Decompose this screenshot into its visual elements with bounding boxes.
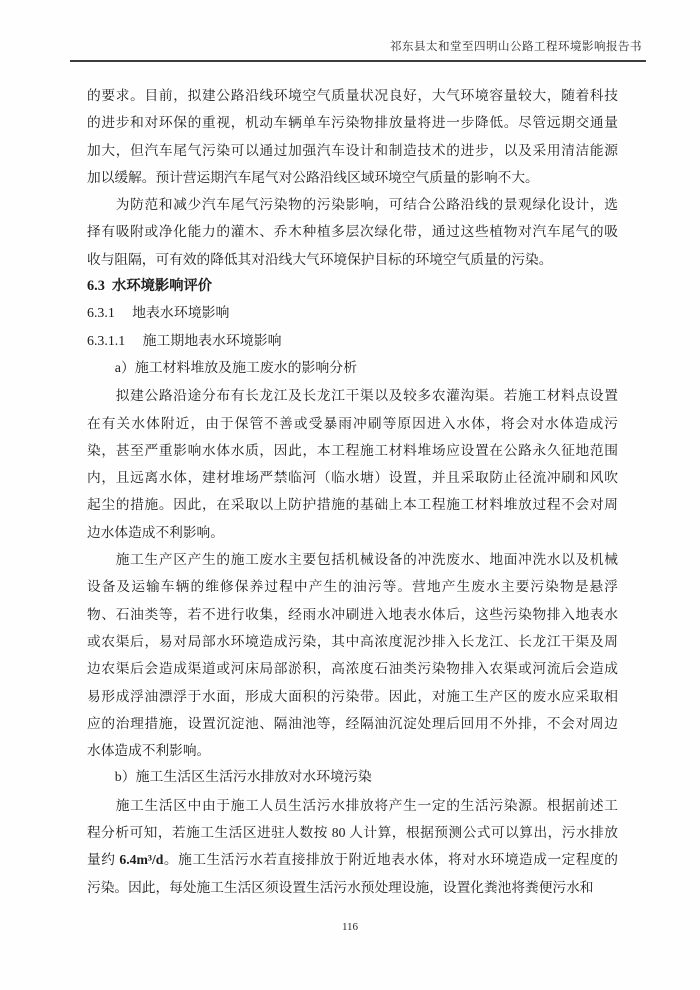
text-line: 在有关水体附近，由于保管不善或受暴雨冲刷等原因进入水体，将会对水体造成污	[87, 415, 618, 431]
text-line: 程分析可知，若施工生活区进驻人数按 80 人计算，根据预测公式可以算出，污水排放	[87, 825, 618, 841]
section-heading	[87, 328, 618, 355]
text-line: 6.3.1.1 施工期地表水环境影响	[87, 333, 282, 349]
text-line: 的进步和对环保的重视，机动车辆单车污染物排放量将进一步降低。尽管远期交通量	[87, 115, 618, 131]
text-line: 加大，但汽车尾气污染可以通过加强汽车设计和制造技术的进步，以及采用清洁能源	[87, 142, 618, 158]
text-line: b）施工生活区生活污水排放对水环境污染	[87, 770, 372, 786]
paragraph	[87, 82, 618, 191]
text-line: 择有吸附或净化能力的灌木、乔木种植多层次绿化带，通过这些植物对汽车尾气的吸	[87, 224, 618, 240]
section-heading	[87, 764, 618, 791]
text-line: 内，且远离水体，建材堆场严禁临河（临水塘）设置，并且采取防止径流冲刷和风吹	[87, 470, 618, 486]
text-line: 污染。因此，每处施工生活区须设置生活污水预处理设施，设置化粪池将粪便污水和	[87, 879, 594, 895]
paragraph	[87, 382, 618, 546]
paragraph	[87, 546, 618, 764]
text-line: 水体造成不利影响。	[87, 743, 211, 759]
text-line: 为防范和减少汽车尾气污染物的污染影响，可结合公路沿线的景观绿化设计，选	[87, 197, 618, 213]
text-line: a）施工材料堆放及施工废水的影响分析	[87, 360, 358, 376]
text-line: 施工生活区中由于施工人员生活污水排放将产生一定的生活污染源。根据前述工	[87, 797, 618, 813]
section-heading	[87, 273, 618, 300]
text-line: 拟建公路沿途分布有长龙江及长龙江干渠以及较多农灌沟渠。若施工材料点设置	[87, 388, 618, 404]
header-rule	[70, 60, 646, 62]
paragraph	[87, 792, 618, 901]
document-body	[87, 82, 618, 901]
text-line: 施工生产区产生的施工废水主要包括机械设备的冲洗废水、地面冲洗水以及机械	[87, 552, 618, 568]
text-line: 染，甚至严重影响水体水质，因此，本工程施工材料堆场应设置在公路永久征地范围	[87, 442, 618, 458]
text-line: 易形成浮油漂浮于水面，形成大面积的污染带。因此，对施工生产区的废水应采取相	[87, 688, 618, 704]
text-line: 设备及运输车辆的维修保养过程中产生的油污等。营地产生废水主要污染物是悬浮	[87, 579, 618, 595]
page-header-title: 祁东县太和堂至四明山公路工程环境影响报告书	[390, 41, 642, 53]
text-line: 量约 6.4m³/d。施工生活污水若直接排放于附近地表水体，将对水环境造成一定程度的	[87, 852, 618, 868]
text-line: 6.3 水环境影响评价	[87, 278, 213, 295]
text-line: 收与阻隔，可有效的降低其对沿线大气环境保护目标的环境空气质量的污染。	[87, 251, 553, 267]
paragraph	[87, 191, 618, 273]
text-line: 的要求。目前，拟建公路沿线环境空气质量状况良好，大气环境容量较大，随着科技	[87, 88, 618, 103]
section-heading	[87, 300, 618, 327]
text-line: 起尘的措施。因此，在采取以上防护措施的基础上本工程施工材料堆放过程不会对周	[87, 497, 618, 513]
text-line: 物、石油类等，若不进行收集，经雨水冲刷进入地表水体后，这些污染物排入地表水	[87, 606, 618, 622]
text-line: 边农渠后会造成渠道或河床局部淤积，高浓度石油类污染物排入农渠或河流后会造成	[87, 661, 618, 677]
text-line: 或农渠后，易对局部水环境造成污染，其中高浓度泥沙排入长龙江、长龙江干渠及周	[87, 633, 618, 649]
text-line: 6.3.1 地表水环境影响	[87, 306, 230, 322]
page-number: 116	[341, 921, 359, 933]
text-line: 边水体造成不利影响。	[87, 524, 224, 540]
text-line: 加以缓解。预计营运期汽车尾气对公路沿线区域环境空气质量的影响不大。	[87, 169, 539, 185]
section-heading	[87, 355, 618, 382]
text-line: 应的治理措施，设置沉淀池、隔油池等，经隔油沉淀处理后回用不外排，不会对周边	[87, 715, 618, 731]
